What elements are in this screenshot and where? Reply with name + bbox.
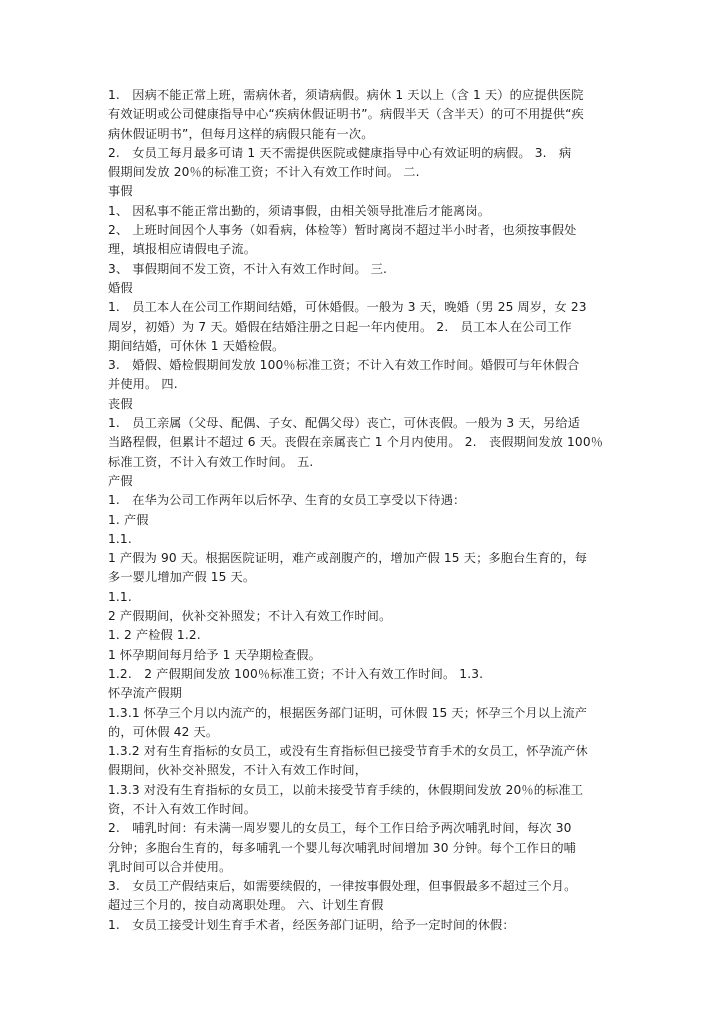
text-line: 病休假证明书”，但每月这样的病假只能有一次。 — [108, 126, 374, 141]
text-line: 2、 上班时间因个人事务（如看病，体检等）暂时离岗不超过半小时者，也须按事假处 — [108, 223, 577, 238]
text-line: 1.3.2 对有生育指标的女员工，或没有生育指标但已接受节育手术的女员工，怀孕流产休 — [108, 744, 588, 759]
text-line: 的，可休假 42 天。 — [108, 724, 219, 739]
text-line: 1. 女员工接受计划生育手术者，经医务部门证明，给予一定时间的休假： — [108, 917, 515, 932]
section-heading: 产假 — [108, 473, 133, 488]
text-line: 1 怀孕期间每月给予 1 天孕期检查假。 — [108, 647, 321, 662]
text-line: 当路程假，但累计不超过 6 天。丧假在亲属丧亡 1 个月内使用。 2. 丧假期间发放 100％ — [108, 435, 604, 450]
text-line: 1.2. 2 产假期间发放 100％标准工资；不计入有效工作时间。 1.3. — [108, 666, 484, 681]
text-line: 1. 员工本人在公司工作期间结婚，可休婚假。一般为 3 天，晚婚（男 25 周岁，女 23 — [108, 300, 587, 315]
text-line: 乳时间可以合并使用。 — [108, 859, 232, 874]
text-line: 超过三个月的，按自动离职处理。 六、计划生育假 — [108, 898, 384, 913]
text-line: 3、 事假期间不发工资，不计入有效工作时间。 三. — [108, 261, 388, 276]
text-line: 1.1. — [108, 589, 132, 604]
text-line: 1.1. — [108, 531, 132, 546]
section-heading: 婚假 — [108, 280, 133, 295]
text-line: 周岁，初婚）为 7 天。婚假在结婚注册之日起一年内使用。 2. 员工本人在公司工作 — [108, 319, 572, 334]
text-line: 分钟；多胞台生育的，每多哺乳一个婴儿每次哺乳时间增加 30 分钟。每个工作日的哺 — [108, 840, 577, 855]
text-line: 理，填报相应请假电子流。 — [108, 242, 257, 257]
text-line: 1. 在华为公司工作两年以后怀孕、生育的女员工享受以下待遇： — [108, 493, 466, 508]
text-line: 3. 婚假、婚检假期间发放 100％标准工资；不计入有效工作时间。婚假可与年休假合 — [108, 358, 580, 373]
text-line: 期间结婚，可休休 1 天婚检假。 — [108, 338, 285, 353]
section-heading: 怀孕流产假期 — [108, 686, 183, 701]
text-line: 1. 因病不能正常上班，需病休者，须请病假。病休 1 天以上（含 1 天）的应提供医院 — [108, 88, 584, 102]
section-heading: 丧假 — [108, 396, 133, 411]
text-line: 假期间发放 20％的标准工资；不计入有效工作时间。 二. — [108, 165, 420, 180]
text-line: 多一婴儿增加产假 15 天。 — [108, 570, 256, 585]
text-line: 1.3.3 对没有生育指标的女员工，以前未接受节育手续的，休假期间发放 20％的标准工 — [108, 782, 584, 797]
text-line: 3. 女员工产假结束后，如需要续假的，一律按事假处理，但事假最多不超过三个月。 — [108, 879, 577, 894]
section-heading: 事假 — [108, 184, 133, 199]
text-line: 并使用。 四. — [108, 377, 178, 392]
text-line: 资，不计入有效工作时间。 — [108, 801, 257, 816]
text-line: 1. 员工亲属（父母、配偶、子女、配偶父母）丧亡，可休丧假。一般为 3 天，另给适 — [108, 416, 581, 431]
text-line: 标准工资，不计入有效工作时间。 五. — [108, 454, 314, 469]
text-line: 假期间，伙补交补照发，不计入有效工作时间， — [108, 763, 368, 778]
text-line: 1. 产假 — [108, 512, 149, 527]
text-line: 有效证明或公司健康指导中心“疾病休假证明书”。病假半天（含半天）的可不用提供“疾 — [108, 107, 584, 122]
text-line: 2. 女员工每月最多可请 1 天不需提供医院或健康指导中心有效证明的病假。 3. 病 — [108, 145, 572, 160]
text-line: 1、 因私事不能正常出勤的，须请事假，由相关领导批准后才能离岗。 — [108, 203, 491, 218]
text-line: 2 产假期间，伙补交补照发；不计入有效工作时间。 — [108, 609, 392, 624]
text-line: 1 产假为 90 天。根据医院证明，难产或剖腹产的，增加产假 15 天；多胞台生育的，每 — [108, 551, 588, 566]
text-line: 1.3.1 怀孕三个月以内流产的，根据医务部门证明，可休假 15 天；怀孕三个月以上流产 — [108, 705, 588, 720]
text-line: 1. 2 产检假 1.2. — [108, 628, 201, 643]
document-body — [108, 86, 610, 935]
text-line: 2. 哺乳时间：有未满一周岁婴儿的女员工，每个工作日给予两次哺乳时间，每次 30 — [108, 821, 572, 836]
